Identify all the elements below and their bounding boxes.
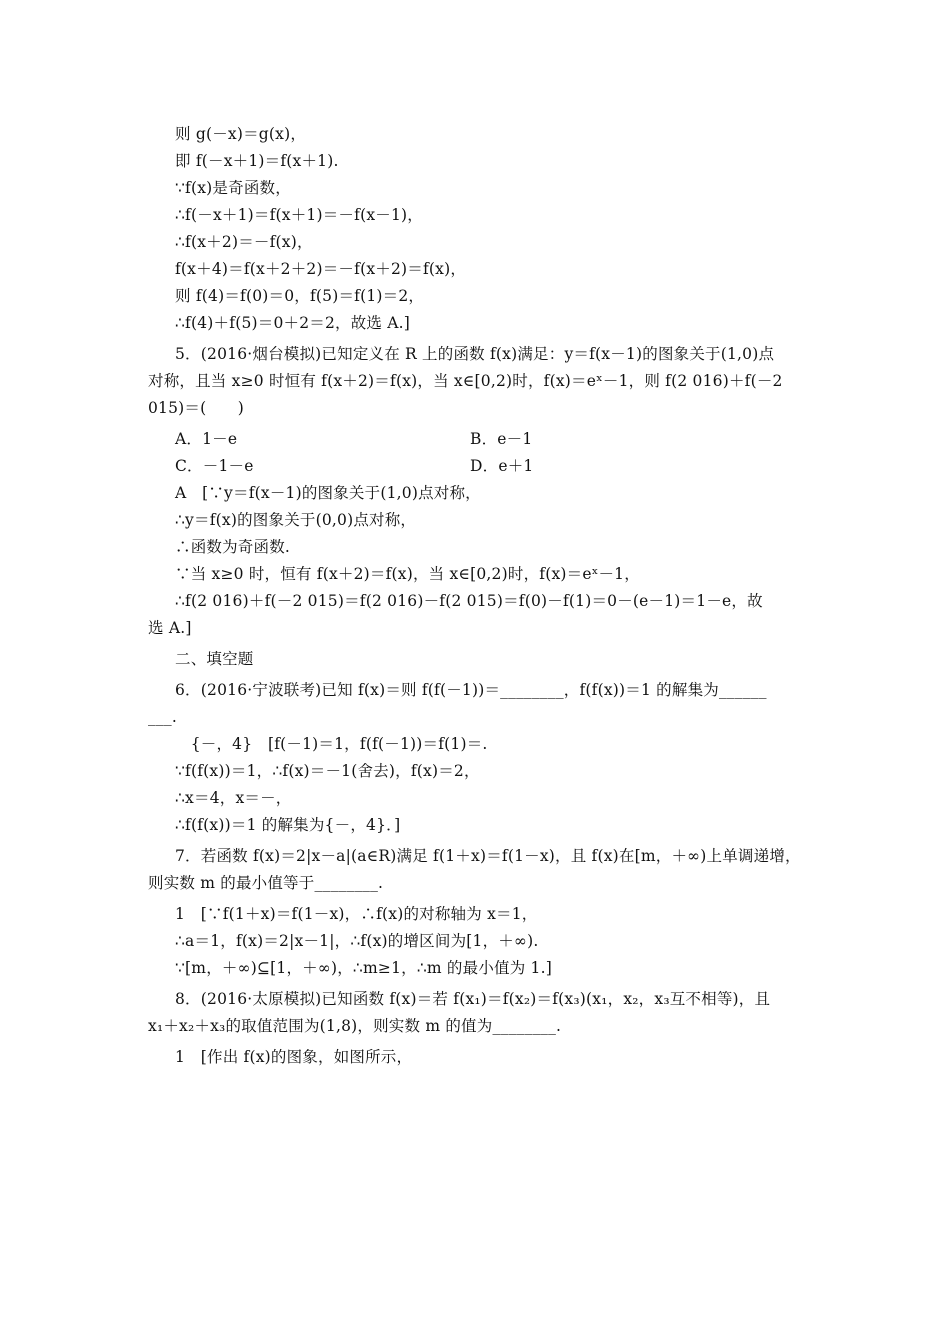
question-7-line-1: 7．若函数 f(x)＝2|x－a|(a∈R)满足 f(1＋x)＝f(1－x)，且 f(x)在[m，＋∞)上单调递增， <box>175 847 801 865</box>
section-heading: 二、填空题 <box>175 650 254 668</box>
answer-line: ∵当 x≥0 时，恒有 f(x＋2)＝f(x)，当 x∈[0,2)时，f(x)＝eˣ－1， <box>175 565 640 583</box>
answer-line: ∵[m，＋∞)⊆[1，＋∞)，∴m≥1，∴m 的最小值为 1.] <box>175 959 552 977</box>
option-d: D．e＋1 <box>470 457 534 475</box>
answer-line: A [∵y＝f(x－1)的图象关于(1,0)点对称， <box>175 484 481 502</box>
text-line: 则 g(－x)＝g(x)， <box>175 125 307 143</box>
option-b: B．e－1 <box>470 430 533 448</box>
answer-line: ∴y＝f(x)的图象关于(0,0)点对称， <box>175 511 417 529</box>
question-5-line-1: 5．(2016·烟台模拟)已知定义在 R 上的函数 f(x)满足：y＝f(x－1)的图象关于(1,0)点 <box>175 345 775 363</box>
text-line: ∴f(－x＋1)＝f(x＋1)＝－f(x－1)， <box>175 206 423 224</box>
question-5-line-2: 对称，且当 x≥0 时恒有 f(x＋2)＝f(x)，当 x∈[0,2)时，f(x)＝eˣ－1，则 f(2 016)＋f(－2 <box>148 372 783 390</box>
answer-line: ∵f(f(x))＝1，∴f(x)＝－1(舍去)，f(x)＝2， <box>175 762 480 780</box>
question-8-line-2: x₁＋x₂＋x₃的取值范围为(1,8)，则实数 m 的值为________. <box>148 1017 562 1035</box>
answer-line: ∴函数为奇函数. <box>175 538 291 556</box>
option-a: A．1－e <box>175 430 238 448</box>
answer-line: ∴f(f(x))＝1 的解集为{－，4}．] <box>175 816 401 834</box>
text-line: 则 f(4)＝f(0)＝0，f(5)＝f(1)＝2， <box>175 287 425 305</box>
answer-line: 选 A.] <box>148 619 192 637</box>
text-line: ∴f(4)＋f(5)＝0＋2＝2，故选 A.] <box>175 314 411 332</box>
text-line: ∴f(x＋2)＝－f(x)， <box>175 233 313 251</box>
text-line: 即 f(－x＋1)＝f(x＋1). <box>175 152 339 170</box>
question-8-line-1: 8．(2016·太原模拟)已知函数 f(x)＝若 f(x₁)＝f(x₂)＝f(x₃)(x₁，x₂，x₃互不相等)，且 <box>175 990 771 1008</box>
question-6-line-2: ___. <box>148 708 177 726</box>
answer-line: 1 [作出 f(x)的图象，如图所示， <box>175 1048 413 1066</box>
text-line: ∵f(x)是奇函数， <box>175 179 291 197</box>
answer-line: ∴a＝1，f(x)＝2|x－1|，∴f(x)的增区间为[1，＋∞). <box>175 932 539 950</box>
text-line: f(x＋4)＝f(x＋2＋2)＝－f(x＋2)＝f(x)， <box>175 260 467 278</box>
answer-line: ∴x＝4，x＝－， <box>175 789 292 807</box>
answer-line: ∴f(2 016)＋f(－2 015)＝f(2 016)－f(2 015)＝f(0)－f(1)＝0－(e－1)＝1－e，故 <box>175 592 763 610</box>
answer-line: {－，4} [f(－1)＝1，f(f(－1))＝f(1)＝. <box>175 735 488 753</box>
answer-line: 1 [∵f(1＋x)＝f(1－x)，∴f(x)的对称轴为 x＝1， <box>175 905 538 923</box>
option-c: C．－1－e <box>175 457 254 475</box>
question-6-line-1: 6．(2016·宁波联考)已知 f(x)＝则 f(f(－1))＝________，f(f(x))＝1 的解集为______ <box>175 681 767 699</box>
question-7-line-2: 则实数 m 的最小值等于________. <box>148 874 384 892</box>
question-5-line-3: 015)＝( ) <box>148 399 245 417</box>
